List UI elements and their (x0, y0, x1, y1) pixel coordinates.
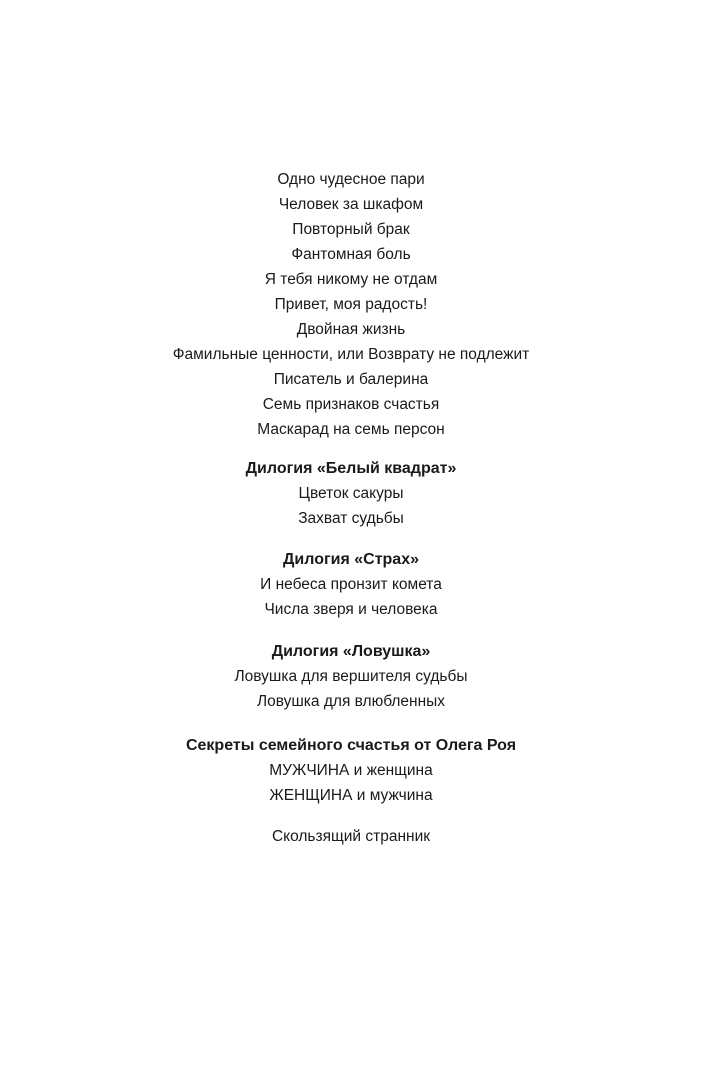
book-title: Фантомная боль (291, 246, 411, 263)
book-title: Фамильные ценности, или Возврату не подлежит (172, 346, 530, 363)
book-title: Я тебя никому не отдам (264, 271, 438, 288)
book-title: И небеса пронзит комета (260, 576, 442, 593)
book-title: МУЖЧИНА и женщина (269, 762, 433, 779)
series-trap (0, 639, 702, 714)
book-title: Ловушка для влюбленных (256, 693, 446, 710)
book-title: Захват судьбы (298, 510, 404, 527)
main-book-list (0, 167, 702, 442)
book-title: Человек за шкафом (278, 196, 424, 213)
book-title: Двойная жизнь (296, 321, 406, 338)
book-title: ЖЕНЩИНА и мужчина (269, 787, 433, 804)
book-title: Повторный брак (292, 221, 410, 238)
book-title: Одно чудесное пари (277, 171, 425, 188)
book-title: Цветок сакуры (298, 485, 404, 502)
series-fear (0, 547, 702, 622)
standalone-title (0, 824, 702, 849)
book-title: Писатель и балерина (273, 371, 429, 388)
book-title: Привет, моя радость! (274, 296, 428, 313)
series-heading: Секреты семейного счастья от Олега Роя (185, 737, 517, 754)
series-family-secrets (0, 733, 702, 808)
series-heading: Дилогия «Ловушка» (271, 643, 431, 660)
book-title: Ловушка для вершителя судьбы (234, 668, 468, 685)
book-title: Маскарад на семь персон (257, 421, 445, 438)
series-white-square (0, 456, 702, 531)
book-title: Скользящий странник (271, 828, 431, 845)
book-title: Числа зверя и человека (264, 601, 438, 618)
series-heading: Дилогия «Белый квадрат» (245, 460, 457, 477)
series-heading: Дилогия «Страх» (283, 551, 419, 568)
book-title: Семь признаков счастья (262, 396, 440, 413)
